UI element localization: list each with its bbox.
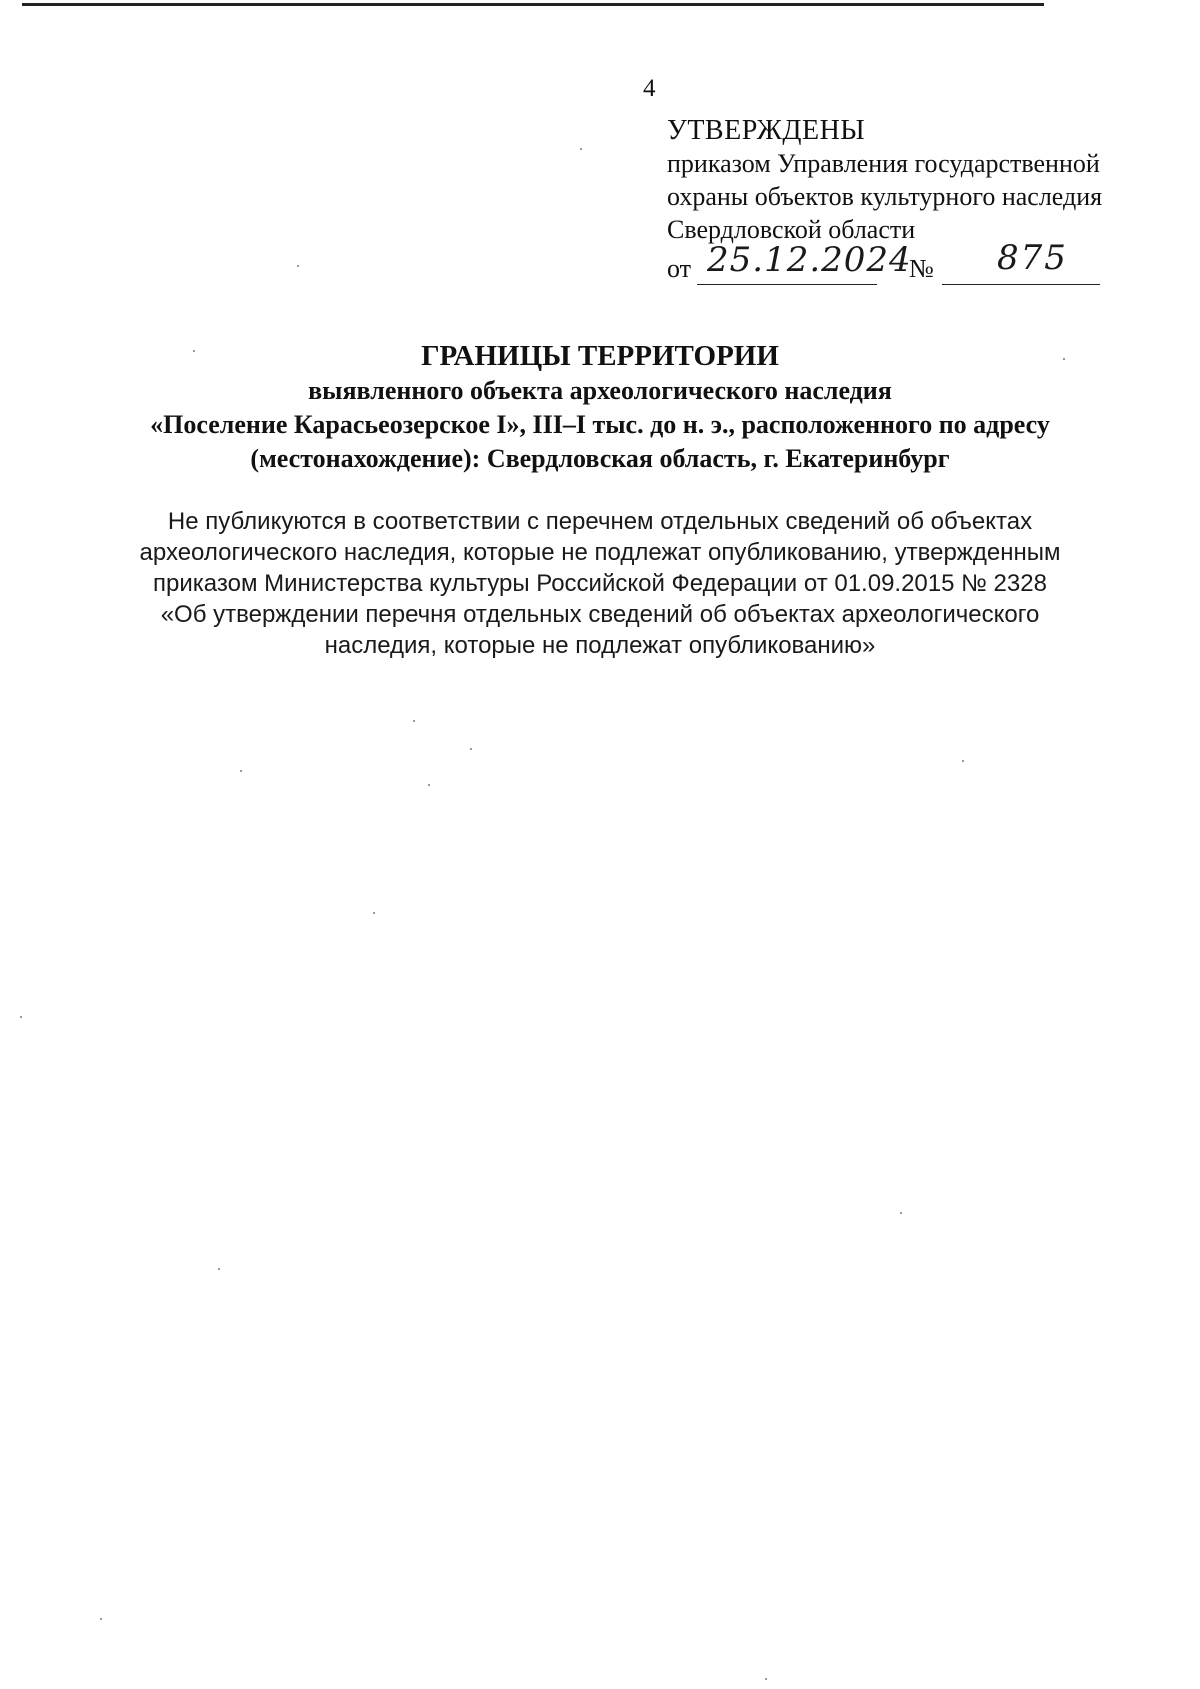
approval-line: охраны объектов культурного наследия: [667, 182, 1103, 211]
scan-speck: [218, 1268, 220, 1270]
scan-speck: [1063, 358, 1065, 360]
date-prefix: от: [667, 254, 692, 283]
scan-speck: [193, 350, 195, 352]
scan-speck: [580, 148, 582, 150]
document-heading: [100, 338, 1100, 476]
heading-line: (местонахождение): Свердловская область, г. Екатеринбург: [250, 444, 950, 473]
approval-line: Свердловской области: [667, 215, 916, 244]
scan-speck: [20, 1016, 22, 1018]
scan-speck: [900, 1212, 902, 1214]
scan-speck: [297, 265, 299, 267]
scan-speck: [470, 748, 472, 750]
approval-block: [667, 114, 1187, 288]
notice-line: приказом Министерства культуры Российской Федерации от 01.09.2015 № 2328: [153, 570, 1047, 597]
order-date-number-row: [667, 238, 1187, 288]
handwritten-date: 25.12.2024: [707, 240, 912, 280]
heading-line: «Поселение Карасьеозерское I», III–I тыс. до н. э., расположенного по адресу: [150, 410, 1050, 439]
heading-title: ГРАНИЦЫ ТЕРРИТОРИИ: [421, 340, 779, 372]
heading-line: выявленного объекта археологического наследия: [308, 376, 892, 405]
notice-line: наследия, которые не подлежат опубликованию»: [324, 632, 876, 659]
scan-speck: [413, 720, 415, 722]
page-number: 4: [643, 75, 656, 102]
scan-speck: [765, 1678, 767, 1680]
non-publication-notice: [100, 506, 1100, 661]
scan-speck: [962, 760, 964, 762]
number-prefix: №: [909, 254, 934, 283]
notice-line: «Об утверждении перечня отдельных сведений об объектах археологического: [160, 601, 1040, 628]
top-border-line: [22, 3, 1044, 6]
scan-speck: [373, 912, 375, 914]
approval-title: УТВЕРЖДЕНЫ: [667, 115, 866, 146]
handwritten-order-number: 875: [997, 238, 1068, 278]
notice-line: Не публикуются в соответствии с перечнем отдельных сведений об объектах: [167, 508, 1033, 535]
notice-line: археологического наследия, которые не подлежат опубликованию, утвержденным: [139, 539, 1061, 566]
scan-speck: [428, 784, 430, 786]
scan-speck: [240, 770, 242, 772]
approval-line: приказом Управления государственной: [667, 149, 1100, 178]
date-underline: [697, 284, 877, 285]
scan-speck: [100, 1618, 102, 1620]
number-underline: [942, 284, 1100, 285]
